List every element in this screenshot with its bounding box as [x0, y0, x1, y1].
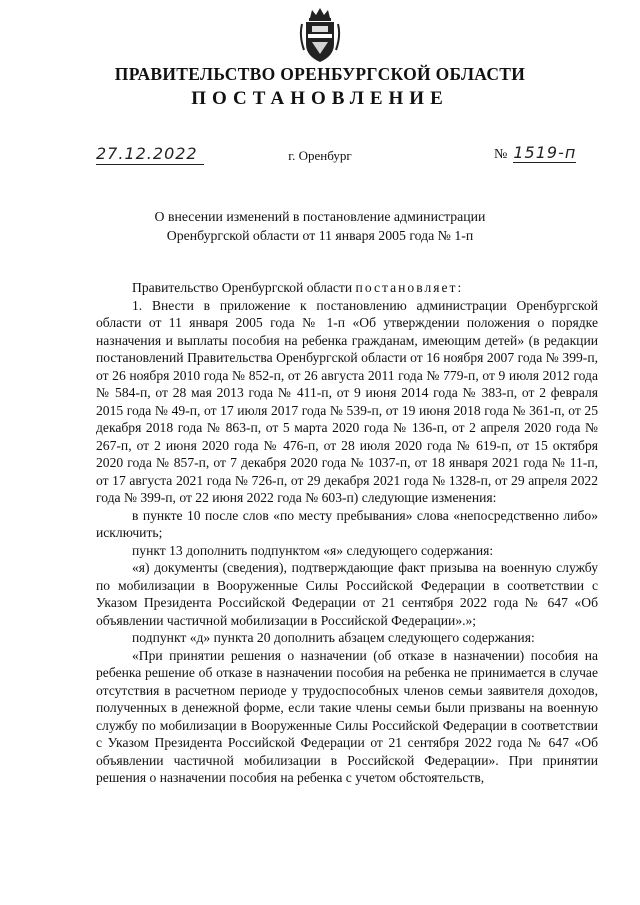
document-type-title: ПОСТАНОВЛЕНИЕ: [191, 88, 449, 109]
paragraph-6: «При принятии решения о назначении (об отказе в назначении) пособия на ребенка решение об отказе в назначении пособия на ребенка не принимается в случае отсутствия в расчетном периоде у трудоспособных членов семьи заявителя доходов, полученных в денежной форме, если такие члены семьи были призваны на военную службу по мобилизации в Вооруженные Силы Российской Федерации в соответствии с Указом Президента Российской Федерации от 21 сентября 2022 года № 647 «Об объявлении частичной мобилизации в Российской Федерации». При принятии решения о назначении пособия на ребенка с учетом обстоятельств,: [96, 647, 598, 785]
decree-date: 27.12.2022: [96, 144, 204, 165]
paragraph-5: подпункт «д» пункта 20 дополнить абзацем следующего содержания:: [132, 630, 535, 645]
paragraph-2: в пункте 10 после слов «по месту пребывания» слова «непосредственно либо» исключить;: [96, 507, 598, 540]
decree-subject: [0, 207, 640, 245]
subject-line-2: Оренбургской области от 11 января 2005 года № 1-п: [166, 228, 474, 243]
paragraph-4: «я) документы (сведения), подтверждающие факт призыва на военную службу по мобилизации в Вооруженные Силы Российской Федерации в соответствии с Указом Президента Российской Федерации от 21 сентября 2022 года № 647 «Об объявлении частичной мобилизации в Российской Федерации».»;: [96, 560, 598, 628]
government-title: ПРАВИТЕЛЬСТВО ОРЕНБУРГСКОЙ ОБЛАСТИ: [114, 64, 526, 84]
decree-number: 1519-п: [513, 143, 577, 162]
decree-body: [96, 279, 598, 787]
paragraph-3: пункт 13 дополнить подпунктом «я» следующего содержания:: [132, 542, 494, 558]
paragraph-1: 1. Внести в приложение к постановлению администрации Оренбургской области от 11 января 2005 года № 1-п «Об утверждении положения о порядке назначения и выплаты пособия на ребенка гражданам, имеющим детей» (в редакции постановлений Правительства Оренбургской области от 16 ноября 2007 года № 399-п, от 26 ноября 2010 года № 852-п, от 26 августа 2011 года № 779-п, от 9 июля 2012 года № 584-п, от 28 мая 2013 года № 411-п, от 9 июня 2014 года № 383-п, от 2 февраля 2015 года № 49-п, от 17 июля 2017 года № 539-п, от 19 июня 2018 года № 361-п, от 25 декабря 2018 года № 863-п, от 5 марта 2020 года № 136-п, от 2 апреля 2020 года № 267-п, от 2 июня 2020 года № 476-п, от 28 июля 2020 года № 619-п, от 15 октября 2020 года № 857-п, от 7 декабря 2020 года № 1037-п, от 18 января 2021 года № 11-п, от 17 августа 2021 года № 726-п, от 29 декабря 2021 года № 1328-п, от 29 апреля 2022 года № 399-п, от 22 июня 2022 года № 603-п) следующие изменения:: [96, 297, 598, 505]
orenburg-coat-of-arms-icon: [298, 6, 342, 64]
decree-number-block: [494, 143, 576, 163]
decree-city: г. Оренбург: [288, 148, 352, 163]
intro-paragraph: [96, 279, 598, 297]
number-sign: №: [494, 147, 508, 162]
subject-line-1: О внесении изменений в постановление администрации: [154, 209, 486, 224]
intro-lead: Правительство Оренбургской области: [132, 280, 356, 295]
intro-verb: постановляет:: [355, 280, 464, 295]
